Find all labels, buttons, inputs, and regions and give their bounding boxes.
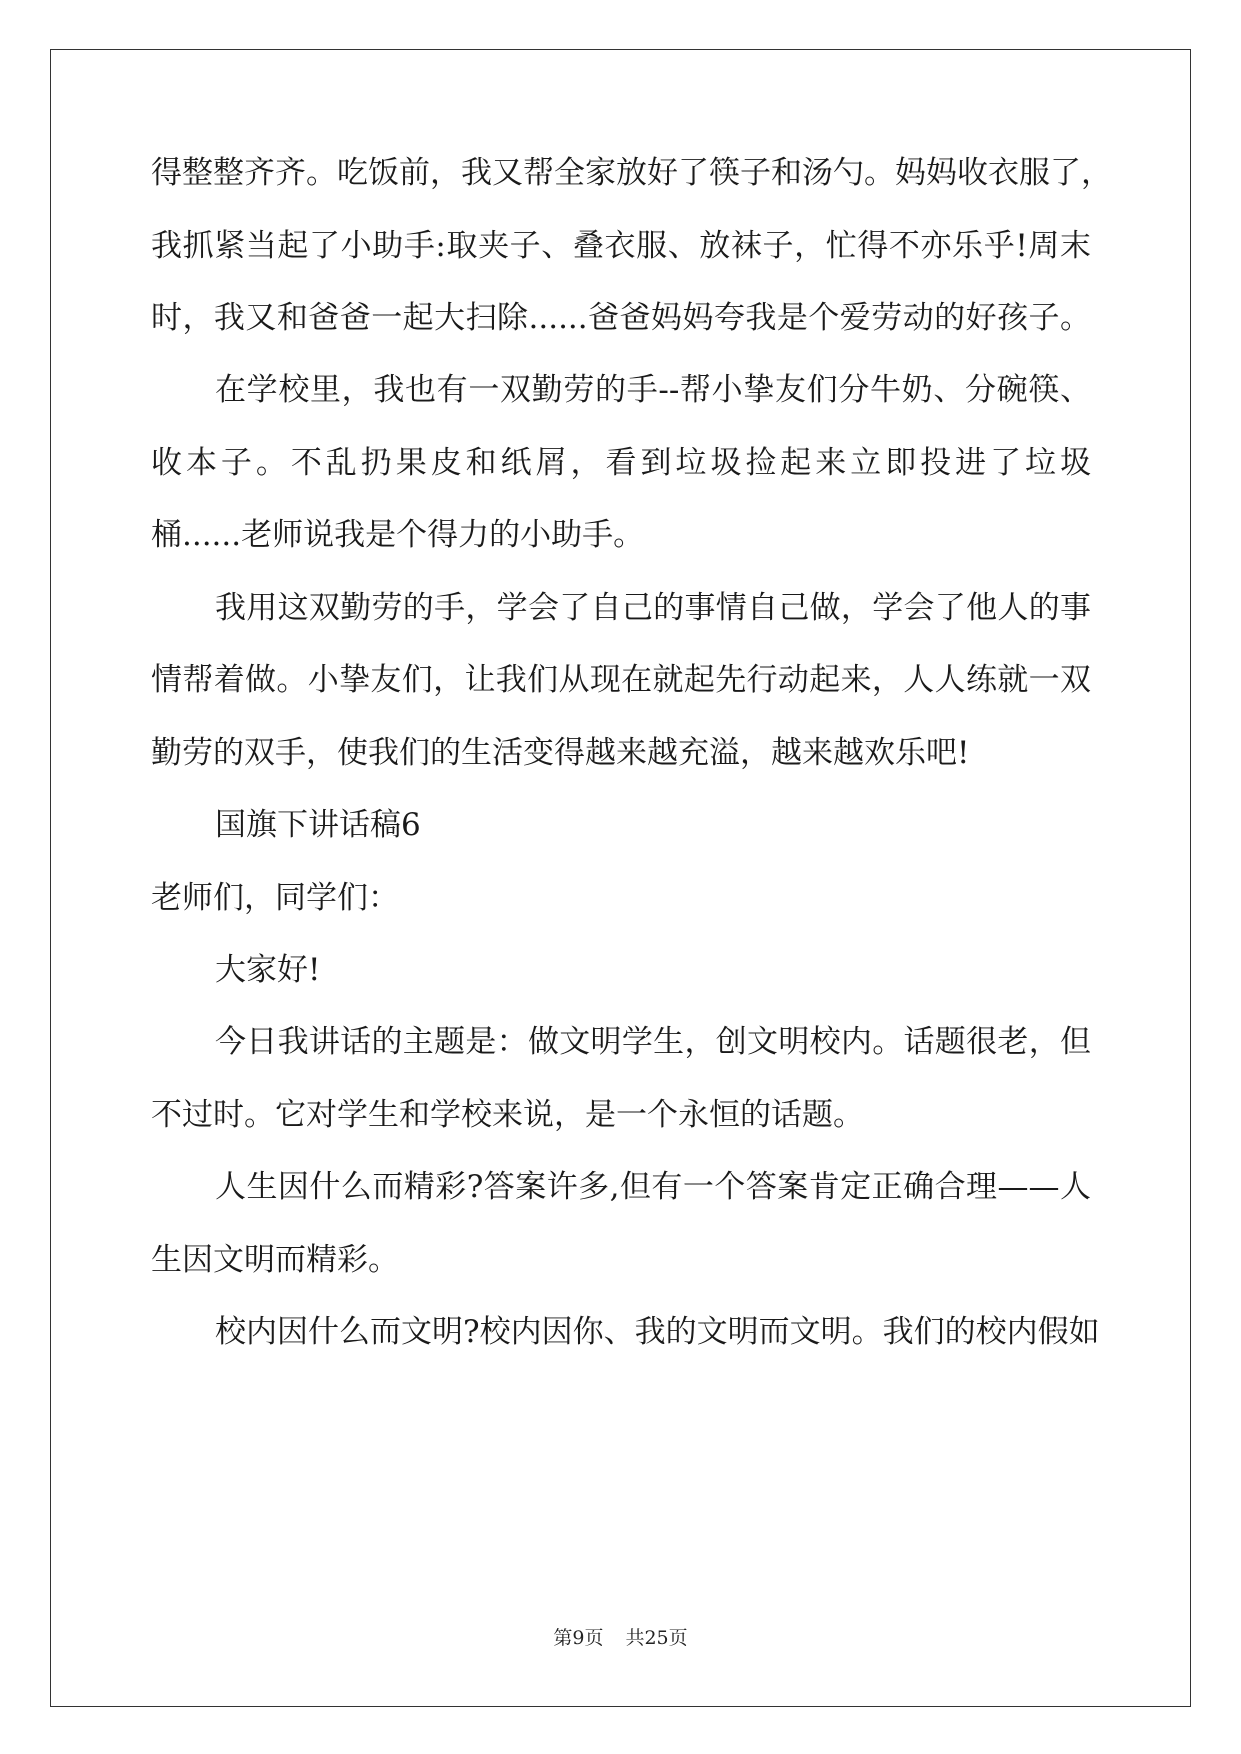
text-line: 勤劳的双手，使我们的生活变得越来越充溢，越来越欢乐吧! — [151, 735, 970, 771]
text-line: 得整整齐齐。吃饭前，我又帮全家放好了筷子和汤勺。妈妈收衣服了， — [151, 155, 1112, 191]
page-total: 共25页 — [625, 1627, 688, 1649]
greeting: 大家好! — [215, 952, 321, 988]
text-line: 不过时。它对学生和学校来说，是一个永恒的话题。 — [151, 1097, 864, 1133]
text-line: 时，我又和爸爸一起大扫除......爸爸妈妈夸我是个爱劳动的好孩子。 — [151, 300, 1091, 336]
salutation: 老师们，同学们： — [151, 880, 399, 916]
text-line: 生因文明而精彩。 — [151, 1242, 399, 1278]
paragraph-start-line: 校内因什么而文明?校内因你、我的文明而文明。我们的校内假如 — [215, 1314, 1100, 1350]
paragraph-start-line: 今日我讲话的主题是：做文明学生，创文明校内。话题很老，但 — [215, 1024, 1091, 1060]
page-number: 第9页 — [553, 1627, 604, 1649]
text-line: 桶......老师说我是个得力的小助手。 — [151, 517, 645, 553]
text-line: 收本子。不乱扔果皮和纸屑，看到垃圾捡起来立即投进了垃圾 — [151, 445, 1091, 481]
section-heading: 国旗下讲话稿6 — [215, 807, 421, 843]
paragraph-start-line: 我用这双勤劳的手，学会了自己的事情自己做，学会了他人的事 — [215, 590, 1091, 626]
paragraph-start-line: 在学校里，我也有一双勤劳的手--帮小挚友们分牛奶、分碗筷、 — [215, 372, 1091, 408]
page-footer — [0, 1626, 1241, 1650]
text-line: 我抓紧当起了小助手:取夹子、叠衣服、放袜子，忙得不亦乐乎!周末 — [151, 228, 1091, 264]
paragraph-start-line: 人生因什么而精彩?答案许多,但有一个答案肯定正确合理——人 — [215, 1169, 1091, 1205]
text-line: 情帮着做。小挚友们，让我们从现在就起先行动起来，人人练就一双 — [151, 662, 1091, 698]
